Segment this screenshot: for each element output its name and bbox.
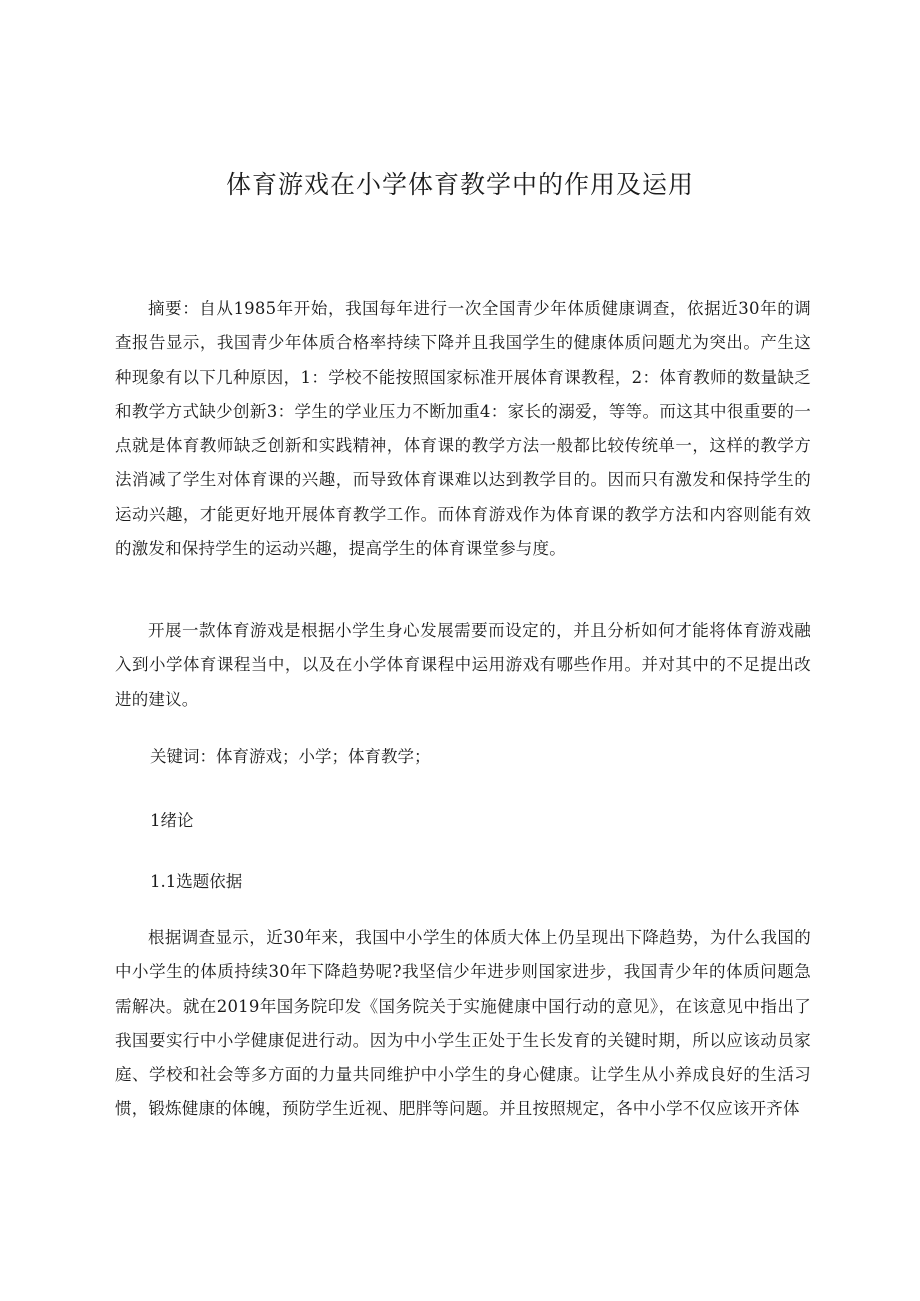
document-title: 体育游戏在小学体育教学中的作用及运用 [225, 170, 694, 199]
abstract-paragraph: 摘要：自从1985年开始，我国每年进行一次全国青少年体质健康调查，依据近30年的调查报告显示，我国青少年体质合格率持续下降并且我国学生的健康体质问题尤为突出。产生这种现象有以下几种原因，1：学校不能按照国家标准开展体育课教程，2：体育教师的数量缺乏和教学方式缺少创新3：学生的学业压力不断加重4：家长的溺爱，等等。而这其中很重要的一点就是体育教师缺乏创新和实践精神，体育课的教学方法一般都比较传统单一，这样的教学方法消减了学生对体育课的兴趣，而导致体育课难以达到教学目的。因而只有激发和保持学生的运动兴趣，才能更好地开展体育教学工作。而体育游戏作为体育课的教学方法和内容则能有效的激发和保持学生的运动兴趣，提高学生的体育课堂参与度。 [115, 299, 811, 559]
keywords-line: 关键词：体育游戏；小学；体育教学； [150, 747, 431, 766]
intro-paragraph: 开展一款体育游戏是根据小学生身心发展需要而设定的，并且分析如何才能将体育游戏融入到小学体育课程当中，以及在小学体育课程中运用游戏有哪些作用。并对其中的不足提出改进的建议。 [115, 621, 811, 709]
body-paragraph: 根据调查显示，近30年来，我国中小学生的体质大体上仍呈现出下降趋势，为什么我国的中小学生的体质持续30年下降趋势呢?我坚信少年进步则国家进步，我国青少年的体质问题急需解决。就在2019年国务院印发《国务院关于实施健康中国行动的意见》，在该意见中指出了我国要实行中小学健康促进行动。因为中小学生正处于生长发育的关键时期，所以应该动员家庭、学校和社会等多方面的力量共同维护中小学生的身心健康。让学生从小养成良好的生活习惯，锻炼健康的体魄，预防学生近视、肥胖等问题。并且按照规定，各中小学不仅应该开齐体 [115, 928, 811, 1119]
subsection-heading: 1.1选题依据 [150, 872, 243, 891]
section-heading: 1绪论 [150, 811, 194, 830]
